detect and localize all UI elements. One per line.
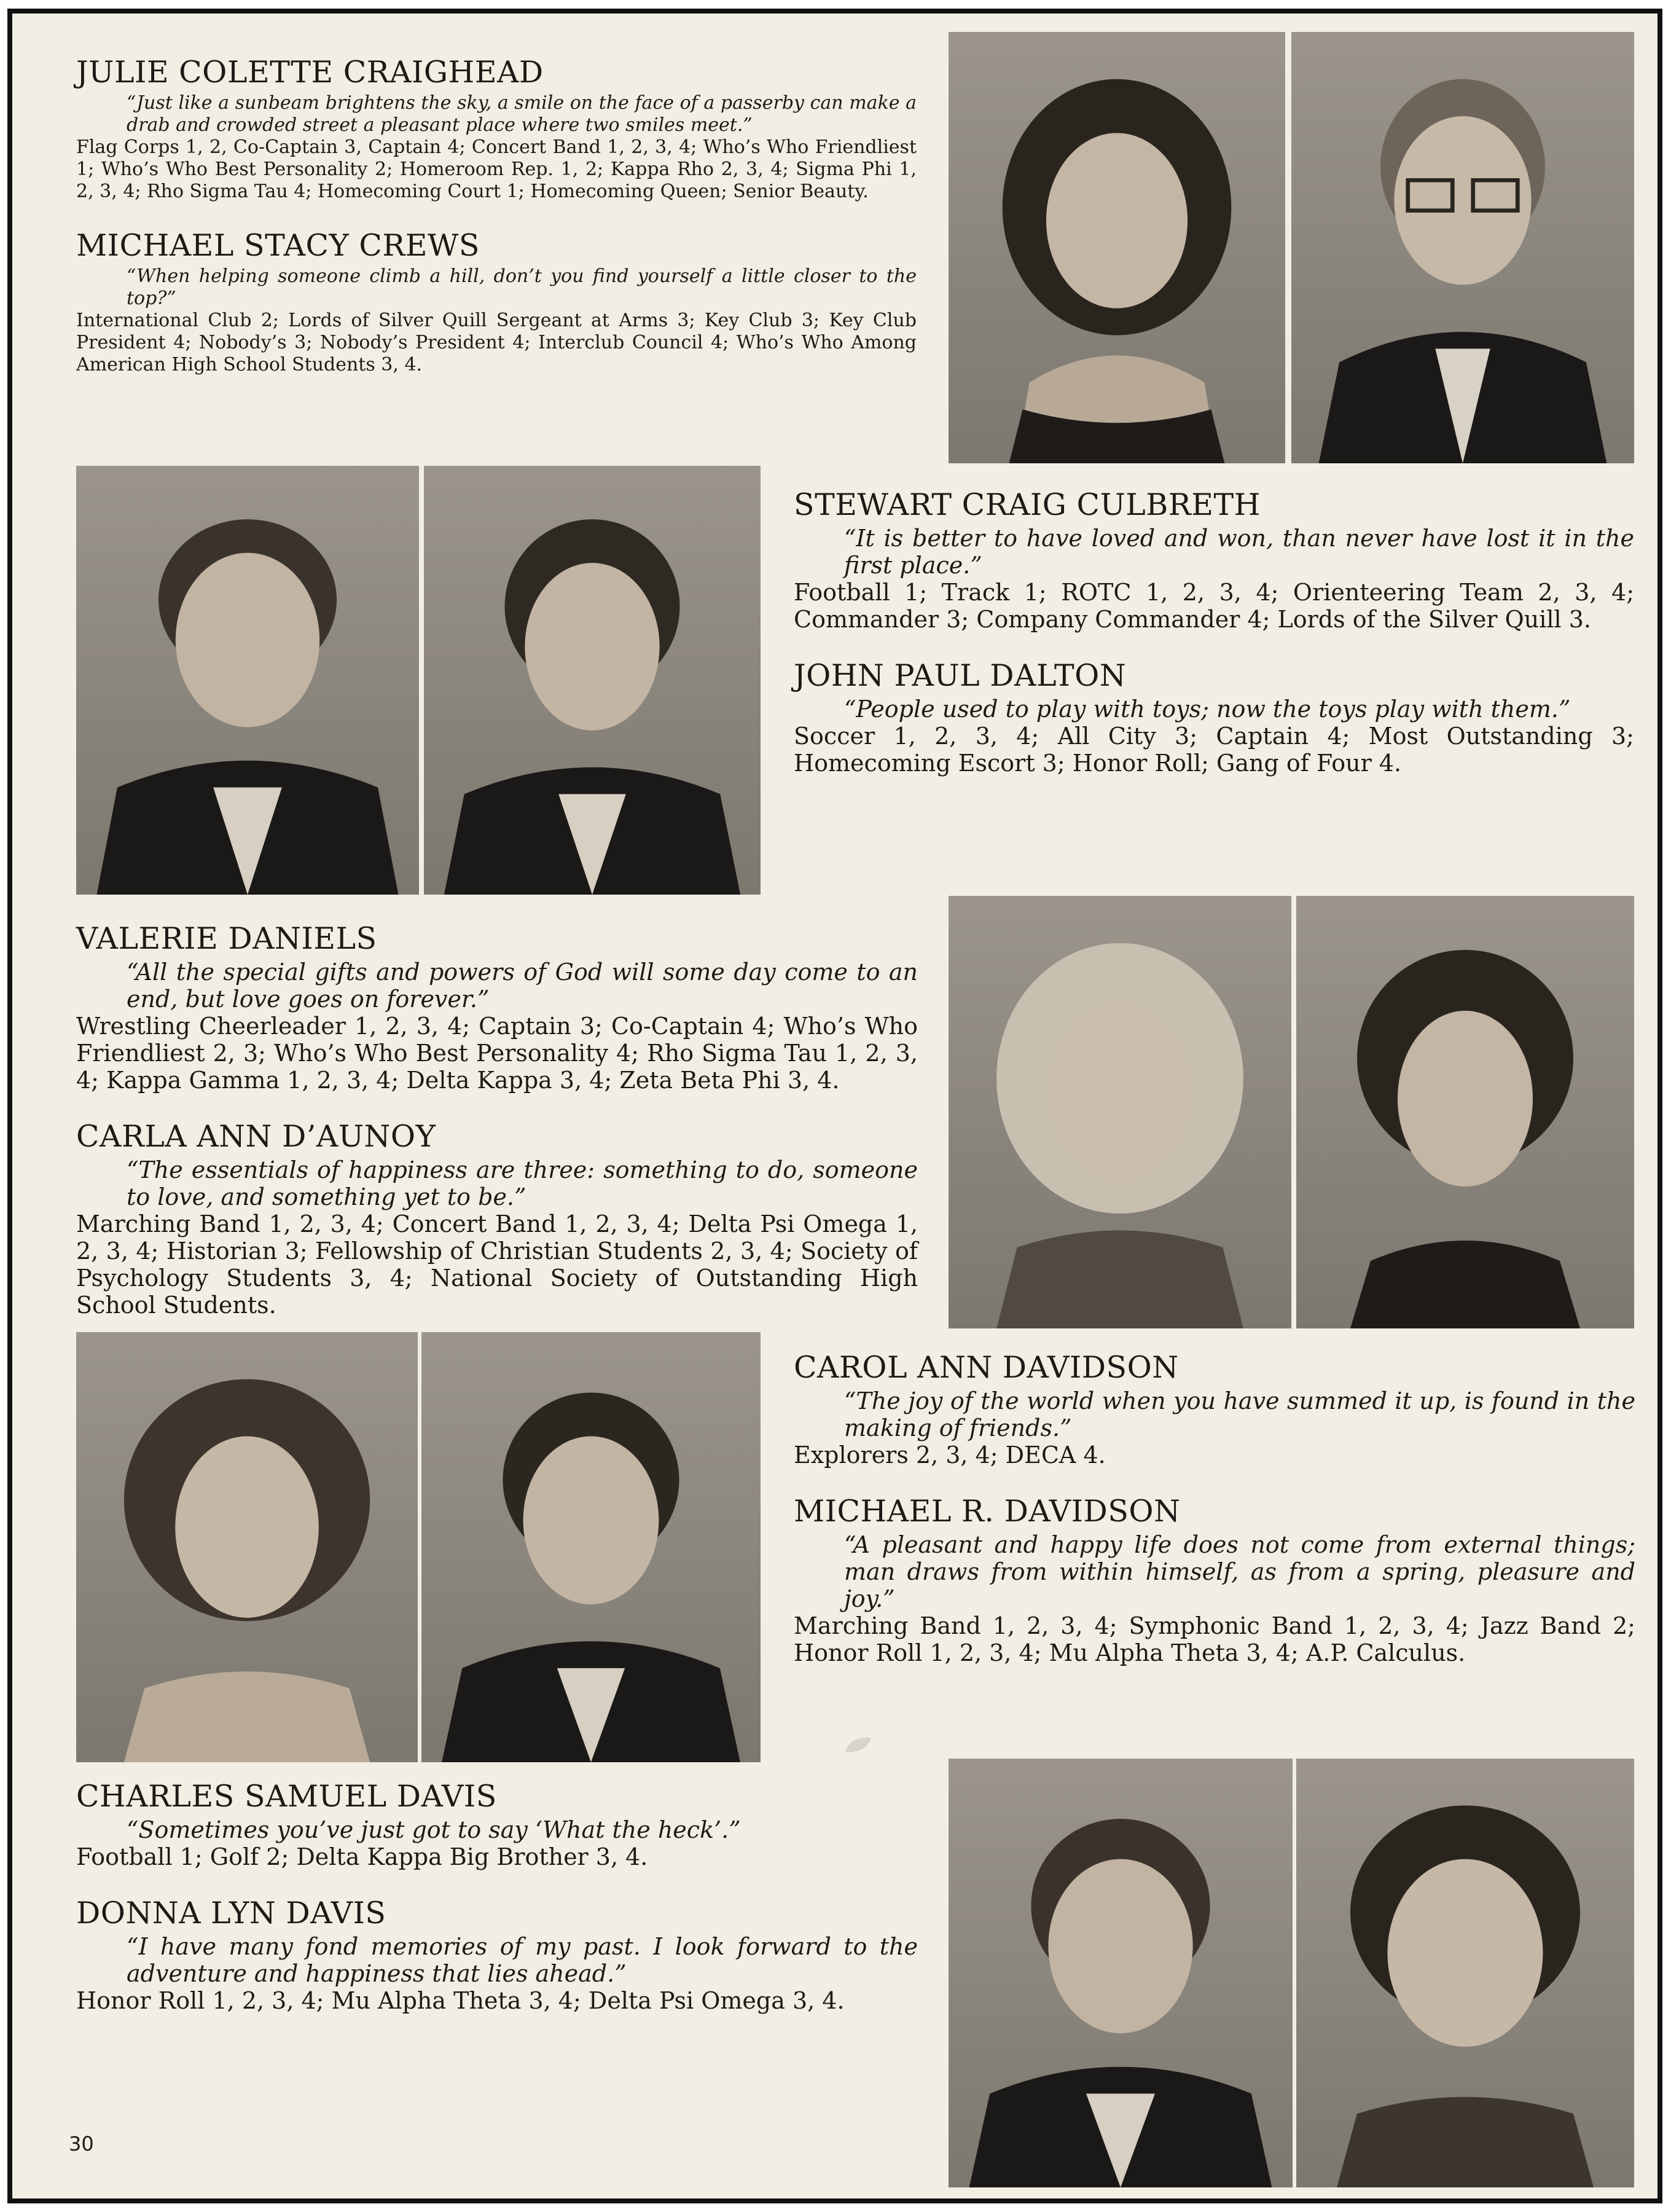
student-activities: Wrestling Cheerleader 1, 2, 3, 4; Captain 3; Co-Captain 4; Who’s Who Friendliest 2, 3; Who’s Who Best Personality 4; Rho Sigma Tau 1, 2, 3, 4; Kappa Gamma 1, 2, 3, 4; Delta Kappa 3, 4; Zeta Beta Phi 3, 4. <box>76 1013 918 1094</box>
student-quote: “I have many fond memories of my past. I look forward to the adventure and happiness that lies ahead.” <box>127 1933 918 1987</box>
student-name: STEWART CRAIG CULBRETH <box>794 487 1261 522</box>
text-block-2 <box>794 488 1634 777</box>
student-quote: “Just like a sunbeam brightens the sky, a smile on the face of a passerby can make a drab and crowded street a pleasant place where two smiles meet.” <box>127 92 917 136</box>
student-quote: “People used to play with toys; now the toys play with them.” <box>844 696 1571 723</box>
page-number: 30 <box>69 2132 94 2155</box>
student-name: CAROL ANN DAVIDSON <box>794 1350 1179 1385</box>
student-activities: Honor Roll 1, 2, 3, 4; Mu Alpha Theta 3, 4; Delta Psi Omega 3, 4. <box>76 1987 845 2014</box>
student-quote: “It is better to have loved and won, than never have lost it in the first place.” <box>844 525 1634 579</box>
student-activities: Football 1; Track 1; ROTC 1, 2, 3, 4; Orienteering Team 2, 3, 4; Commander 3; Company Commander 4; Lords of the Silver Quill 3. <box>794 579 1634 633</box>
student-activities: Soccer 1, 2, 3, 4; All City 3; Captain 4; Most Outstanding 3; Homecoming Escort 3; Honor Roll; Gang of Four 4. <box>794 723 1634 777</box>
student-name: CHARLES SAMUEL DAVIS <box>76 1779 497 1814</box>
student-quote: “A pleasant and happy life does not come from external things; man draws from within himself, as from a spring, pleasure and joy.” <box>844 1531 1635 1612</box>
student-name: CARLA ANN D’AUNOY <box>76 1119 436 1154</box>
student-entry <box>794 659 1634 777</box>
portrait-photo-culbreth <box>76 466 419 895</box>
student-activities: Marching Band 1, 2, 3, 4; Concert Band 1, 2, 3, 4; Delta Psi Omega 1, 2, 3, 4; Historian 3; Fellowship of Christian Students 2, 3, 4; Society of Psychology Students 3, 4; National Society of Outstanding High School Students. <box>76 1210 918 1319</box>
text-block-4 <box>794 1351 1635 1666</box>
student-quote: “All the special gifts and powers of God will some day come to an end, but love goes on forever.” <box>127 959 918 1013</box>
student-name: JULIE COLETTE CRAIGHEAD <box>76 55 544 90</box>
student-quote: “Sometimes you’ve just got to say ‘What the heck’.” <box>127 1816 741 1843</box>
student-entry <box>76 1120 918 1319</box>
student-quote: “The joy of the world when you have summed it up, is found in the making of friends.” <box>844 1387 1635 1441</box>
student-entry <box>76 229 917 376</box>
portrait-photo-daunoy <box>1296 896 1634 1328</box>
portrait-photo-craighead <box>949 32 1285 463</box>
student-entry <box>794 1494 1635 1666</box>
text-block-5 <box>76 1779 918 2014</box>
portrait-photo-daniels <box>949 896 1291 1328</box>
student-name: MICHAEL R. DAVIDSON <box>794 1494 1181 1529</box>
portrait-photo-charles-davis <box>949 1759 1293 2187</box>
student-name: VALERIE DANIELS <box>76 921 377 956</box>
portrait-photo-michael-davidson <box>421 1332 761 1762</box>
student-entry <box>76 55 917 203</box>
student-quote: “When helping someone climb a hill, don’t you find yourself a little closer to the top?” <box>127 265 917 309</box>
student-entry <box>76 922 918 1094</box>
student-activities: Flag Corps 1, 2, Co-Captain 3, Captain 4; Concert Band 1, 2, 3, 4; Who’s Who Friendliest 1; Who’s Who Best Personality 2; Homeroom Rep. 1, 2; Kappa Rho 2, 3, 4; Sigma Phi 1, 2, 3, 4; Rho Sigma Tau 4; Homecoming Court 1; Homecoming Queen; Senior Beauty. <box>76 136 917 202</box>
student-name: DONNA LYN DAVIS <box>76 1896 386 1931</box>
text-block-3 <box>76 922 918 1319</box>
portrait-photo-carol-davidson <box>76 1332 418 1762</box>
portrait-photo-crews <box>1291 32 1634 463</box>
student-entry <box>76 1779 918 1870</box>
portrait-photo-dalton <box>424 466 761 895</box>
student-activities: Football 1; Golf 2; Delta Kappa Big Brother 3, 4. <box>76 1843 648 1870</box>
student-quote: “The essentials of happiness are three: something to do, someone to love, and something yet to be.” <box>127 1156 918 1210</box>
portrait-photo-donna-davis <box>1296 1759 1634 2187</box>
student-activities: Marching Band 1, 2, 3, 4; Symphonic Band 1, 2, 3, 4; Jazz Band 2; Honor Roll 1, 2, 3, 4; Mu Alpha Theta 3, 4; A.P. Calculus. <box>794 1612 1635 1666</box>
student-activities: International Club 2; Lords of Silver Quill Sergeant at Arms 3; Key Club 3; Key Club President 4; Nobody’s 3; Nobody’s President 4; Interclub Council 4; Who’s Who Among American High School Students 3, 4. <box>76 310 917 375</box>
student-entry <box>76 1896 918 2014</box>
leaf-watermark-icon <box>843 1734 874 1756</box>
student-name: JOHN PAUL DALTON <box>794 658 1127 693</box>
student-entry <box>794 488 1634 633</box>
student-entry <box>794 1351 1635 1469</box>
student-name: MICHAEL STACY CREWS <box>76 228 480 263</box>
student-activities: Explorers 2, 3, 4; DECA 4. <box>794 1441 1106 1469</box>
text-block-1 <box>76 55 917 376</box>
